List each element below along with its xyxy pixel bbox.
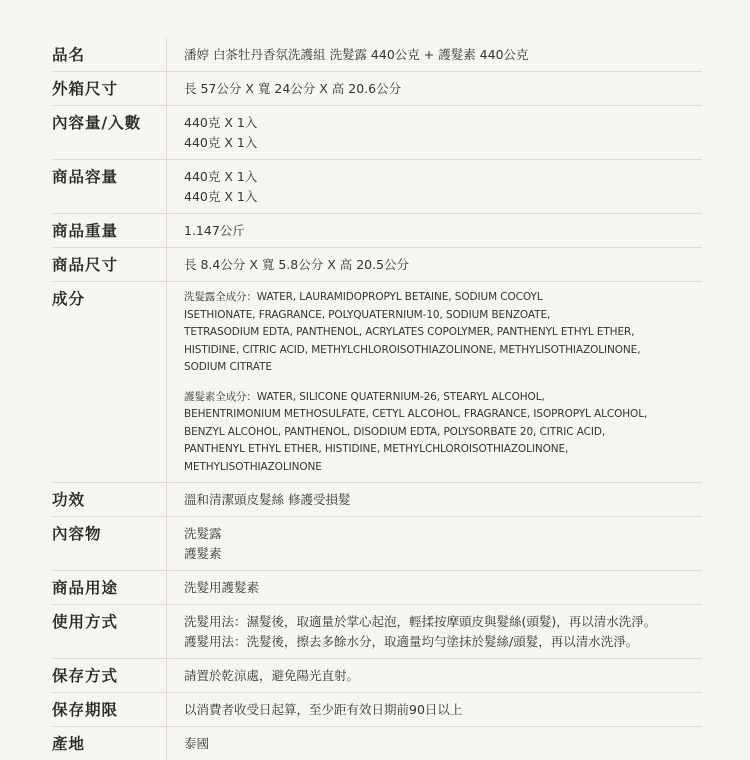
spec-row-size	[52, 248, 702, 282]
ingredient-line: BENZYL ALCOHOL, PANTHENOL, DISODIUM EDTA, POLYSORBATE 20, CITRIC ACID,	[184, 425, 606, 438]
spec-label-capacity: 商品容量	[52, 167, 119, 186]
spec-value-weight: 1.147公斤	[166, 214, 702, 247]
ingredient-line: 護髮素全成分：WATER, SILICONE QUATERNIUM-26, STEARYL ALCOHOL,	[184, 390, 545, 403]
spec-label-outer-box: 外箱尺寸	[52, 79, 119, 98]
spec-row-usage	[52, 571, 702, 605]
directions-line: 洗髮用法：濕髮後，取適量於掌心起泡，輕揉按摩頭皮與髮絲(頭髮)，再以清水洗淨。	[184, 614, 657, 629]
spec-row-weight	[52, 214, 702, 248]
contents-line: 洗髮露	[184, 526, 222, 541]
spec-label-origin: 產地	[52, 734, 86, 753]
spec-label-name: 品名	[52, 45, 86, 64]
spec-label-usage: 商品用途	[52, 578, 119, 597]
spec-row-capacity	[52, 160, 702, 214]
spec-value-name: 潘婷 白茶牡丹香氛洗護組 洗髮露 440公克 + 護髮素 440公克	[166, 38, 702, 71]
ingredient-line: 洗髮露全成分：WATER, LAURAMIDOPROPYL BETAINE, SODIUM COCOYL	[184, 291, 543, 303]
contents-qty-line: 440克 X 1入	[184, 135, 258, 150]
spec-value-size: 長 8.4公分 X 寬 5.8公分 X 高 20.5公分	[166, 248, 702, 281]
ingredient-line: PANTHENYL ETHYL ETHER, HISTIDINE, METHYLCHLOROISOTHIAZOLINONE,	[184, 443, 569, 455]
capacity-line: 440克 X 1入	[184, 189, 258, 204]
directions-line: 護髮用法：洗髮後，擦去多餘水分，取適量均勻塗抹於髮絲/頭髮，再以清水洗淨。	[184, 634, 639, 649]
spec-row-origin	[52, 727, 702, 760]
spec-row-directions	[52, 605, 702, 659]
spec-value-directions	[166, 605, 702, 658]
ingredient-line: BEHENTRIMONIUM METHOSULFATE, CETYL ALCOHOL, FRAGRANCE, ISOPROPYL ALCOHOL,	[184, 408, 648, 420]
spec-value-ingredients	[166, 282, 702, 482]
contents-line: 護髮素	[184, 546, 222, 561]
capacity-line: 440克 X 1入	[184, 169, 258, 184]
spec-value-contents	[166, 517, 702, 570]
spec-value-contents-qty	[166, 106, 702, 159]
spec-value-outer-box: 長 57公分 X 寬 24公分 X 高 20.6公分	[166, 72, 702, 105]
spec-value-usage: 洗髮用護髮素	[166, 571, 702, 604]
spec-row-shelf-life	[52, 693, 702, 727]
contents-qty-line: 440克 X 1入	[184, 115, 258, 130]
ingredient-line: ISETHIONATE, FRAGRANCE, POLYQUATERNIUM-10, SODIUM BENZOATE,	[184, 308, 551, 321]
shampoo-ingredients	[184, 289, 702, 377]
product-spec-table	[52, 38, 702, 760]
ingredient-line: HISTIDINE, CITRIC ACID, METHYLCHLOROISOTHIAZOLINONE, METHYLISOTHIAZOLINONE,	[184, 343, 641, 356]
spec-row-contents-qty	[52, 106, 702, 160]
spec-label-directions: 使用方式	[52, 612, 119, 631]
spec-value-capacity	[166, 160, 702, 213]
spec-row-outer-box	[52, 72, 702, 106]
spec-label-contents-qty: 內容量/入數	[52, 113, 142, 132]
spec-value-origin: 泰國	[166, 727, 702, 760]
spec-value-shelf-life: 以消費者收受日起算，至少距有效日期前90日以上	[166, 693, 702, 726]
spec-label-ingredients: 成分	[52, 289, 86, 308]
spec-value-storage: 請置於乾涼處，避免陽光直射。	[166, 659, 702, 692]
ingredient-line: METHYLISOTHIAZOLINONE	[184, 460, 322, 473]
spec-row-effect	[52, 483, 702, 517]
conditioner-ingredients	[184, 389, 702, 477]
spec-label-shelf-life: 保存期限	[52, 700, 119, 719]
spec-row-name	[52, 38, 702, 72]
spec-row-ingredients	[52, 282, 702, 483]
spec-label-effect: 功效	[52, 490, 86, 509]
ingredient-line: SODIUM CITRATE	[184, 361, 272, 373]
spec-label-contents: 內容物	[52, 524, 102, 543]
spec-row-storage	[52, 659, 702, 693]
spec-label-weight: 商品重量	[52, 221, 119, 240]
spec-row-contents	[52, 517, 702, 571]
spec-label-storage: 保存方式	[52, 666, 119, 685]
ingredient-line: TETRASODIUM EDTA, PANTHENOL, ACRYLATES COPOLYMER, PANTHENYL ETHYL ETHER,	[184, 326, 635, 338]
spec-label-size: 商品尺寸	[52, 255, 119, 274]
spec-value-effect: 溫和清潔頭皮髮絲 修護受損髮	[166, 483, 702, 516]
